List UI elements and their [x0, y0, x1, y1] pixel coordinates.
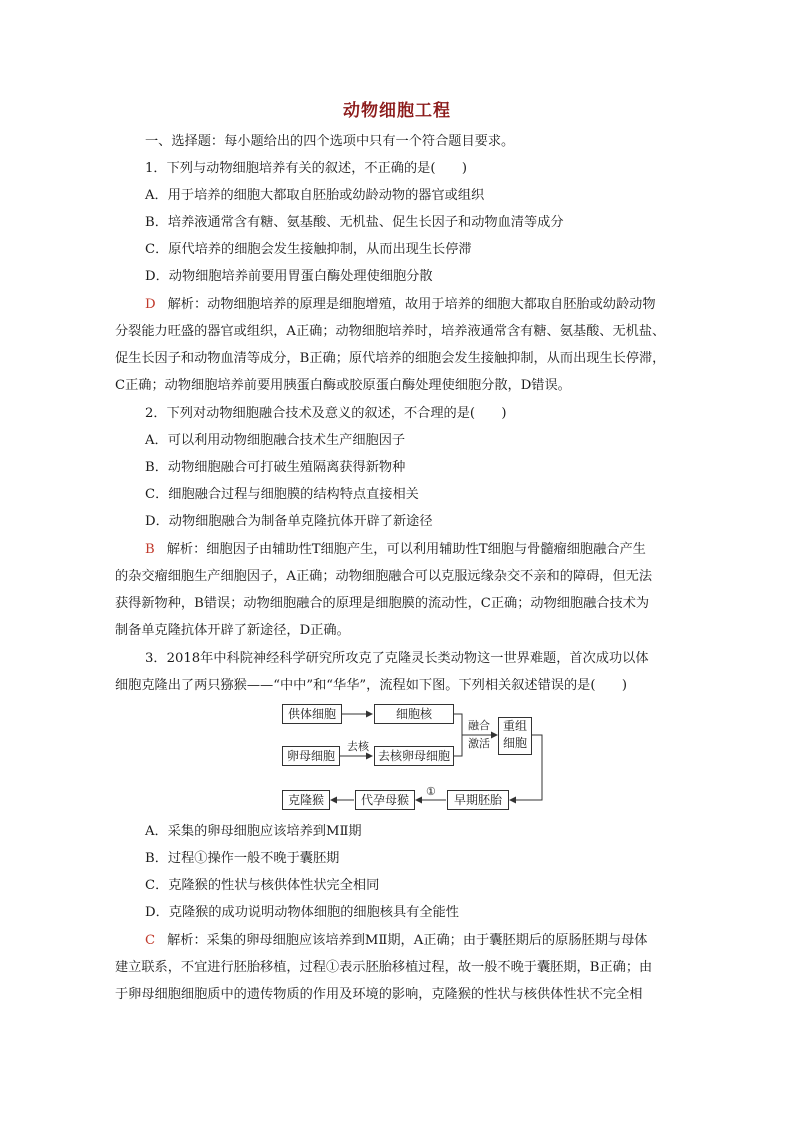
q2-explanation-line: 的杂交瘤细胞生产细胞因子，A正确；动物细胞融合可以克服远缘杂交不亲和的障碍，但无法 — [115, 569, 653, 584]
q3-option-c: C．克隆猴的性状与核供体性状完全相同 — [145, 878, 380, 893]
bracket-to-recombined — [454, 714, 462, 756]
oocyte-box: 卵母细胞 — [282, 746, 340, 766]
q2-option-c: C．细胞融合过程与细胞膜的结构特点直接相关 — [145, 487, 419, 502]
q3-option-d: D．克隆猴的成功说明动物体细胞的细胞核具有全能性 — [145, 905, 459, 920]
activation-label: 激活 — [468, 737, 490, 750]
q2-explanation-line: 获得新物种，B错误；动物细胞融合的原理是细胞膜的流动性，C正确；动物细胞融合技术为 — [115, 596, 650, 611]
clone-monkey-box: 克隆猴 — [282, 790, 330, 810]
q2-stem: 2．下列对动物细胞融合技术及意义的叙述，不合理的是( ) — [145, 406, 507, 421]
q1-explanation-line: C正确；动物细胞培养前要用胰蛋白酶或胶原蛋白酶处理使细胞分散，D错误。 — [115, 378, 571, 393]
q3-answer: C — [145, 933, 156, 948]
fusion-label: 融合 — [468, 719, 490, 732]
q1-stem: 1．下列与动物细胞培养有关的叙述，不正确的是( ) — [145, 161, 467, 176]
q3-option-b: B．过程①操作一般不晚于囊胚期 — [145, 851, 340, 866]
q2-explanation-line: 制备单克隆抗体开辟了新途径，D正确。 — [115, 623, 350, 638]
q1-answer: D — [145, 297, 156, 312]
page-title: 动物细胞工程 — [343, 101, 451, 121]
q3-option-a: A．采集的卵母细胞应该培养到MⅡ期 — [145, 824, 362, 839]
q2-explanation-line: B 解析：细胞因子由辅助性T细胞产生，可以利用辅助性T细胞与骨髓瘤细胞融合产生 — [145, 542, 646, 557]
q3-explanation-line: C 解析：采集的卵母细胞应该培养到MⅡ期，A正确；由于囊胚期后的原肠胚期与母体 — [145, 933, 648, 948]
q3-stem: 细胞克隆出了两只猕猴——“中中”和“华华”，流程如下图。下列相关叙述错误的是( ) — [115, 678, 628, 693]
q1-option-b: B．培养液通常含有糖、氨基酸、无机盐、促生长因子和动物血清等成分 — [145, 215, 564, 230]
q1-explanation-line: 分裂能力旺盛的器官或组织，A正确；动物细胞培养时，培养液通常含有糖、氨基酸、无机盐、 — [115, 324, 666, 339]
section-heading: 一、选择题：每小题给出的四个选项中只有一个符合题目要求。 — [145, 134, 515, 149]
nucleus-box: 细胞核 — [374, 704, 454, 724]
q1-option-d: D．动物细胞培养前要用胃蛋白酶处理使细胞分散 — [145, 269, 433, 284]
q1-explanation-line: D 解析：动物细胞培养的原理是细胞增殖，故用于培养的细胞大都取自胚胎或幼龄动物 — [145, 297, 656, 312]
q2-option-a: A．可以利用动物细胞融合技术生产细胞因子 — [145, 433, 406, 448]
donor-cell-box: 供体细胞 — [282, 704, 342, 724]
q3-explanation-line: 于卵母细胞细胞质中的遗传物质的作用及环境的影响，克隆猴的性状与核供体性状不完全相 — [115, 987, 643, 1002]
enucleated-oocyte-box: 去核卵母细胞 — [374, 746, 454, 766]
early-embryo-box: 早期胚胎 — [447, 790, 509, 810]
q1-option-c: C．原代培养的细胞会发生接触抑制，从而出现生长停滞 — [145, 242, 472, 257]
q1-option-a: A．用于培养的细胞大都取自胚胎或幼龄动物的器官或组织 — [145, 188, 485, 203]
q2-option-d: D．动物细胞融合为制备单克隆抗体开辟了新途径 — [145, 514, 433, 529]
q2-answer: B — [145, 542, 155, 557]
surrogate-mother-box: 代孕母猴 — [355, 790, 415, 810]
q3-stem: 3．2018年中科院神经科学研究所攻克了克隆灵长类动物这一世界难题，首次成功以体 — [145, 651, 649, 666]
step1-label: ① — [426, 785, 436, 798]
q2-option-b: B．动物细胞融合可打破生殖隔离获得新物种 — [145, 460, 406, 475]
recombined-cell-box: 重组 细胞 — [498, 717, 532, 755]
enucleation-label: 去核 — [347, 740, 369, 753]
q3-explanation-line: 建立联系，不宜进行胚胎移植，过程①表示胚胎移植过程，故一般不晚于囊胚期，B正确；由 — [115, 960, 653, 975]
q1-explanation-line: 促生长因子和动物血清等成分，B正确；原代培养的细胞会发生接触抑制，从而出现生长停滞， — [115, 351, 666, 366]
